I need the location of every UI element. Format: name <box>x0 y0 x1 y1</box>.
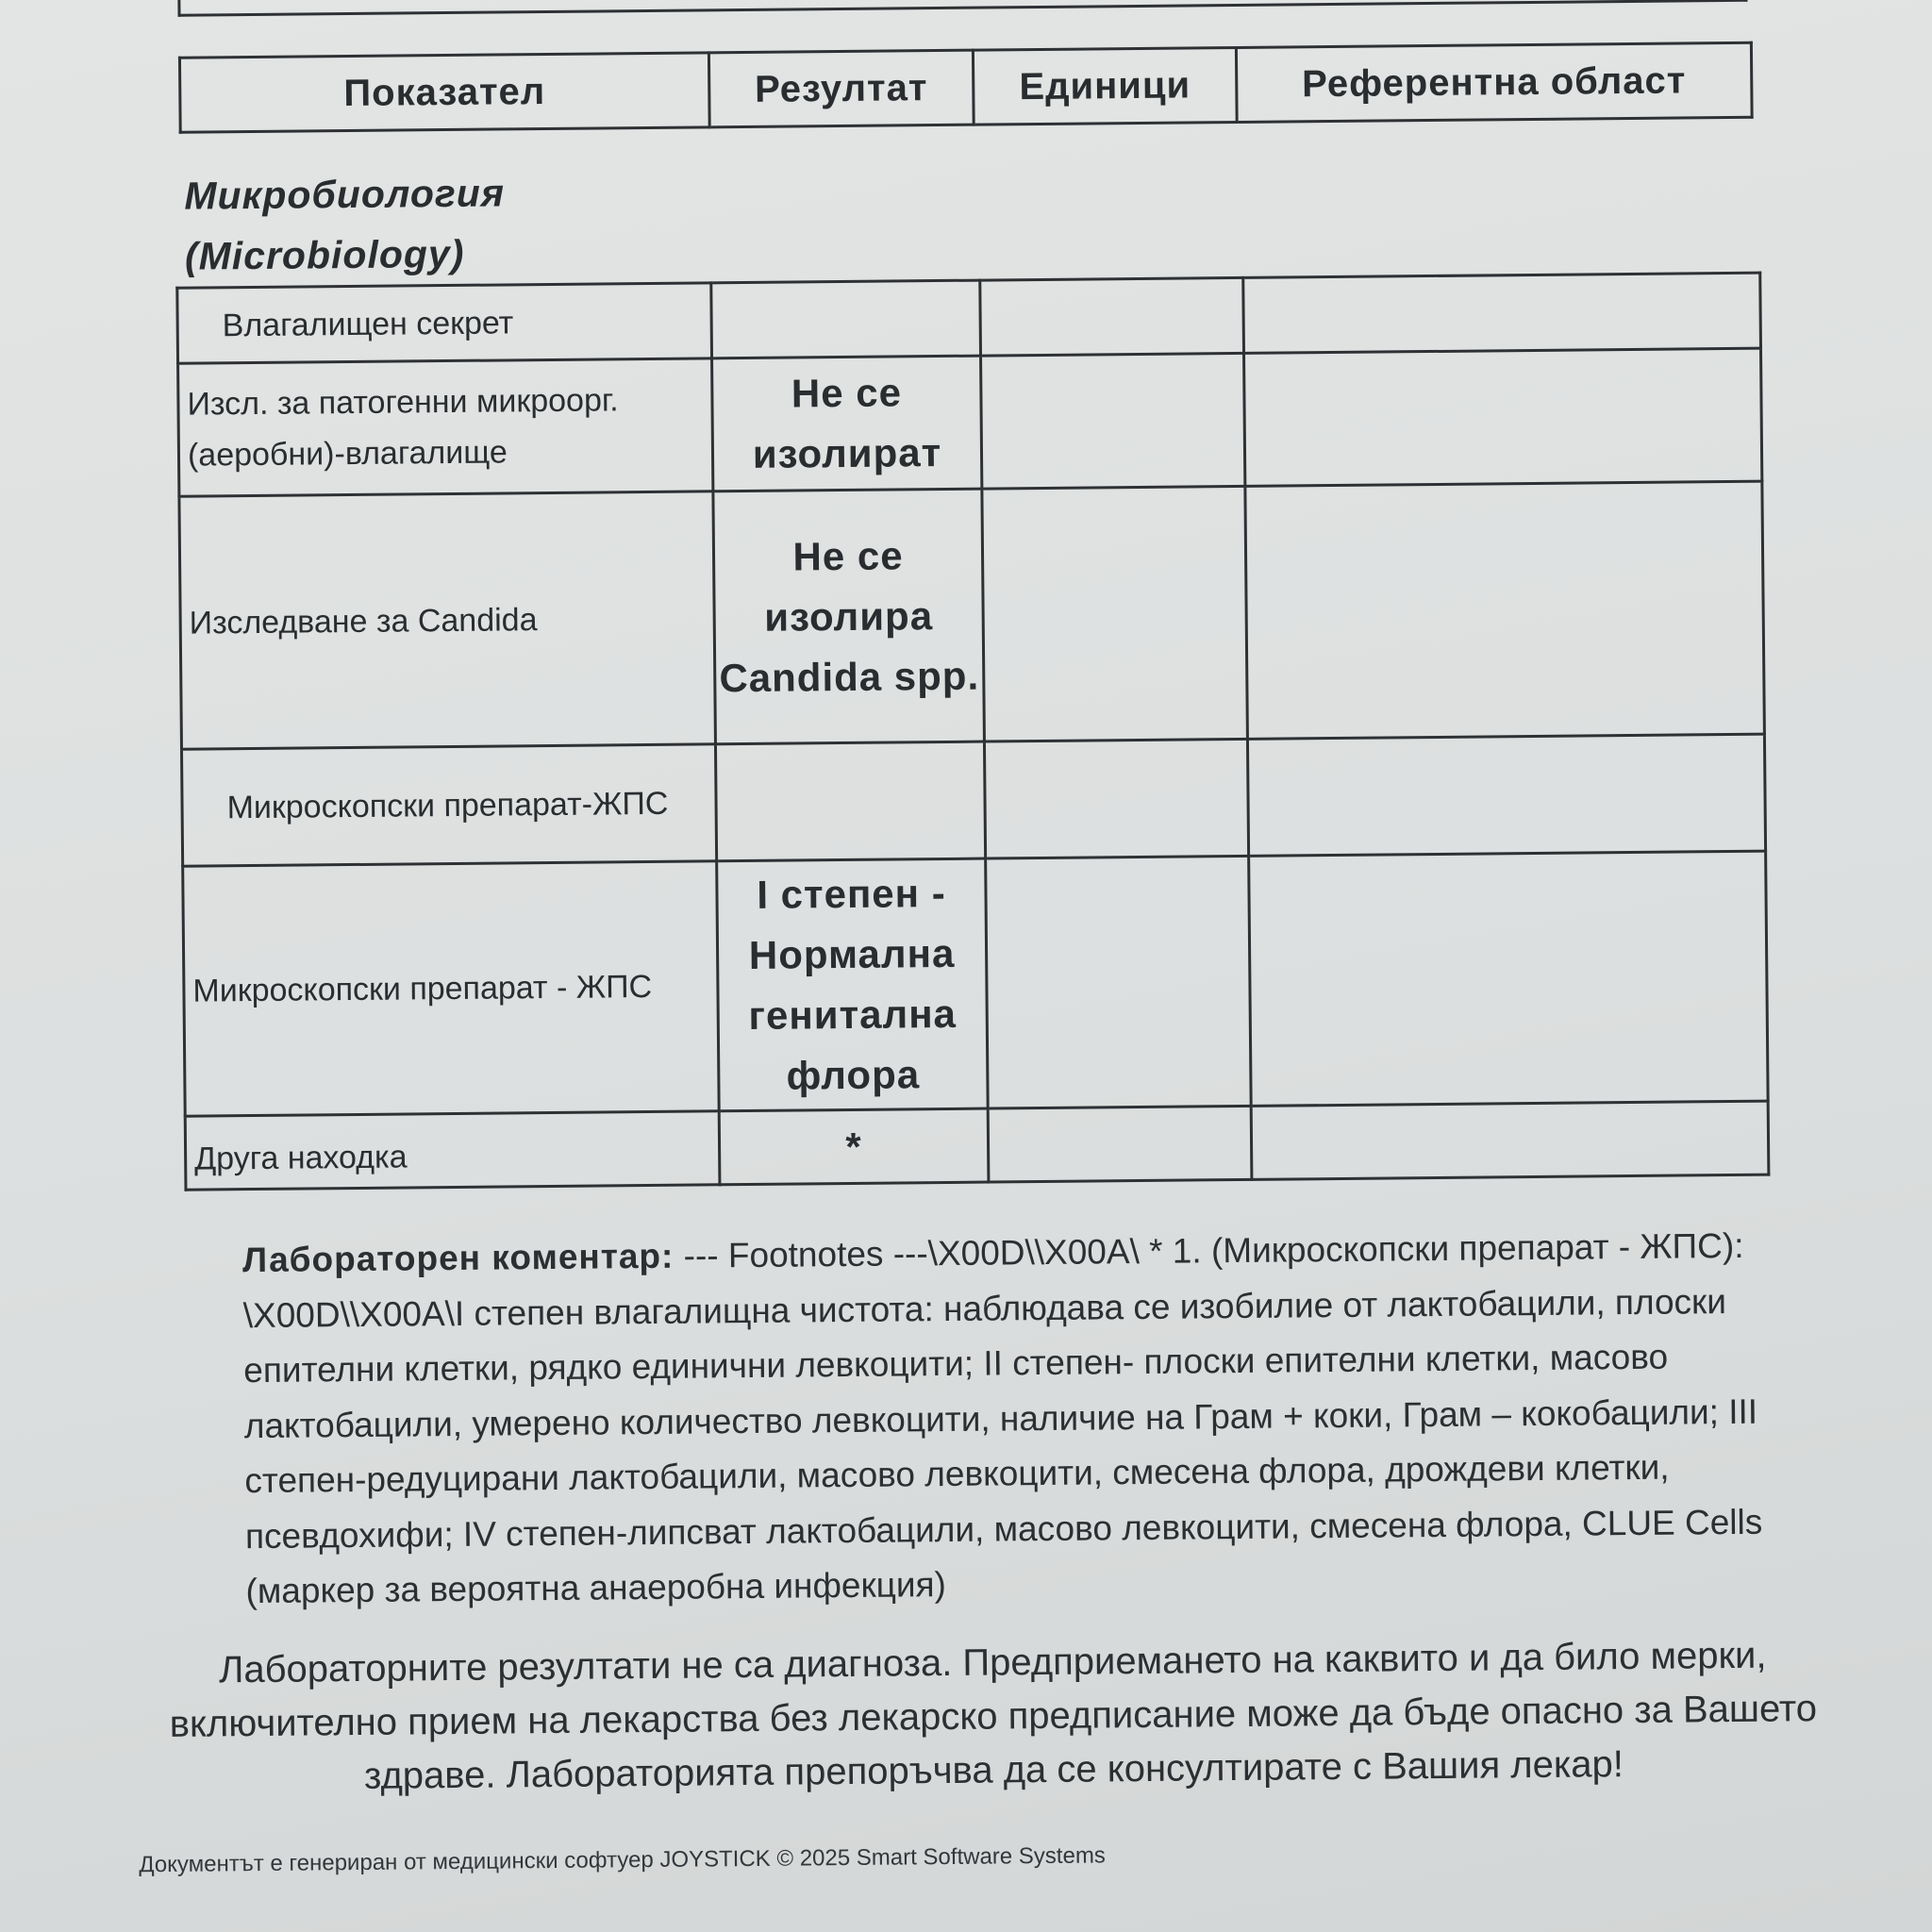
row-label: Друга находка <box>185 1111 720 1190</box>
row-reference <box>1249 851 1769 1106</box>
header-units: Единици <box>973 47 1237 125</box>
table-row <box>178 348 1762 496</box>
previous-section-box <box>177 0 1748 17</box>
row-label: Изследване за Candida <box>179 491 716 749</box>
row-result <box>715 741 985 861</box>
row-result <box>711 280 981 358</box>
results-header-table <box>178 42 1754 134</box>
table-row <box>185 1101 1769 1190</box>
row-units <box>984 739 1248 858</box>
microbiology-results-table <box>175 272 1770 1191</box>
table-row <box>181 734 1765 866</box>
row-result: * <box>719 1108 989 1185</box>
disclaimer: Лабораторните резултати не са диагноза. Предприемането на каквито и да било мерки, включително прием на лекарства без лекарско предписание може да бъде опасно за Вашето здраве. Лабораторията препоръчва да се консултирате с Вашия лекар! <box>169 1634 1818 1797</box>
row-units <box>981 353 1245 489</box>
row-units <box>982 486 1248 741</box>
row-reference <box>1243 273 1761 353</box>
row-units <box>986 856 1252 1108</box>
row-label: Микроскопски препарат-ЖПС <box>181 744 716 866</box>
row-reference <box>1251 1101 1769 1179</box>
section-title <box>184 162 506 286</box>
row-label: Микроскопски препарат - ЖПС <box>183 861 720 1116</box>
row-reference <box>1247 734 1765 856</box>
section-title-bg: Микробиология <box>184 171 506 218</box>
table-row <box>179 481 1764 749</box>
lab-comment-label: Лабораторен коментар: <box>242 1236 675 1280</box>
lab-comment-text: --- Footnotes ---\X00D\\X00A\ * 1. (Микроскопски препарат - ЖПС): \X00D\\X00A\I степен влагалищна чистота: наблюдава се изобилие от лактобацили, плоски епителни клетки, рядко единични левкоцити; II степен- плоски епителни клетки, масово лактобацили, умерено количество левкоцити, наличие на Грам + коки, Грам – кокобацили; III степен-редуцирани лактобацили, масово левкоцити, смесена флора, дрождеви клетки, псевдохифи; IV степен-липсват лактобацили, масово левкоцити, смесена флора, CLUE Cells (маркер за вероятна анаеробна инфекция) <box>242 1225 1763 1611</box>
row-label: Изсл. за патогенни микроорг. (аеробни)-влагалище <box>178 358 713 496</box>
row-label: Влагалищен секрет <box>177 283 712 363</box>
row-result: Не се изолира Candida spp. <box>713 489 985 744</box>
section-title-en: (Microbiology) <box>184 231 465 278</box>
header-result: Резултат <box>708 50 974 127</box>
footer-note: Документът е генериран от медицински софтуер JOYSTICK © 2025 Smart Software Systems <box>139 1842 1106 1878</box>
header-reference-range: Референтна област <box>1236 42 1752 122</box>
header-indicator: Показател <box>179 53 709 132</box>
row-reference <box>1245 481 1765 739</box>
table-row <box>183 851 1768 1116</box>
row-units <box>988 1106 1252 1182</box>
row-result: Не се изолират <box>712 356 982 491</box>
row-units <box>980 277 1244 356</box>
lab-comment <box>242 1218 1803 1619</box>
row-reference <box>1244 348 1762 486</box>
row-result: I степен - Нормална генитална флора <box>717 858 989 1111</box>
